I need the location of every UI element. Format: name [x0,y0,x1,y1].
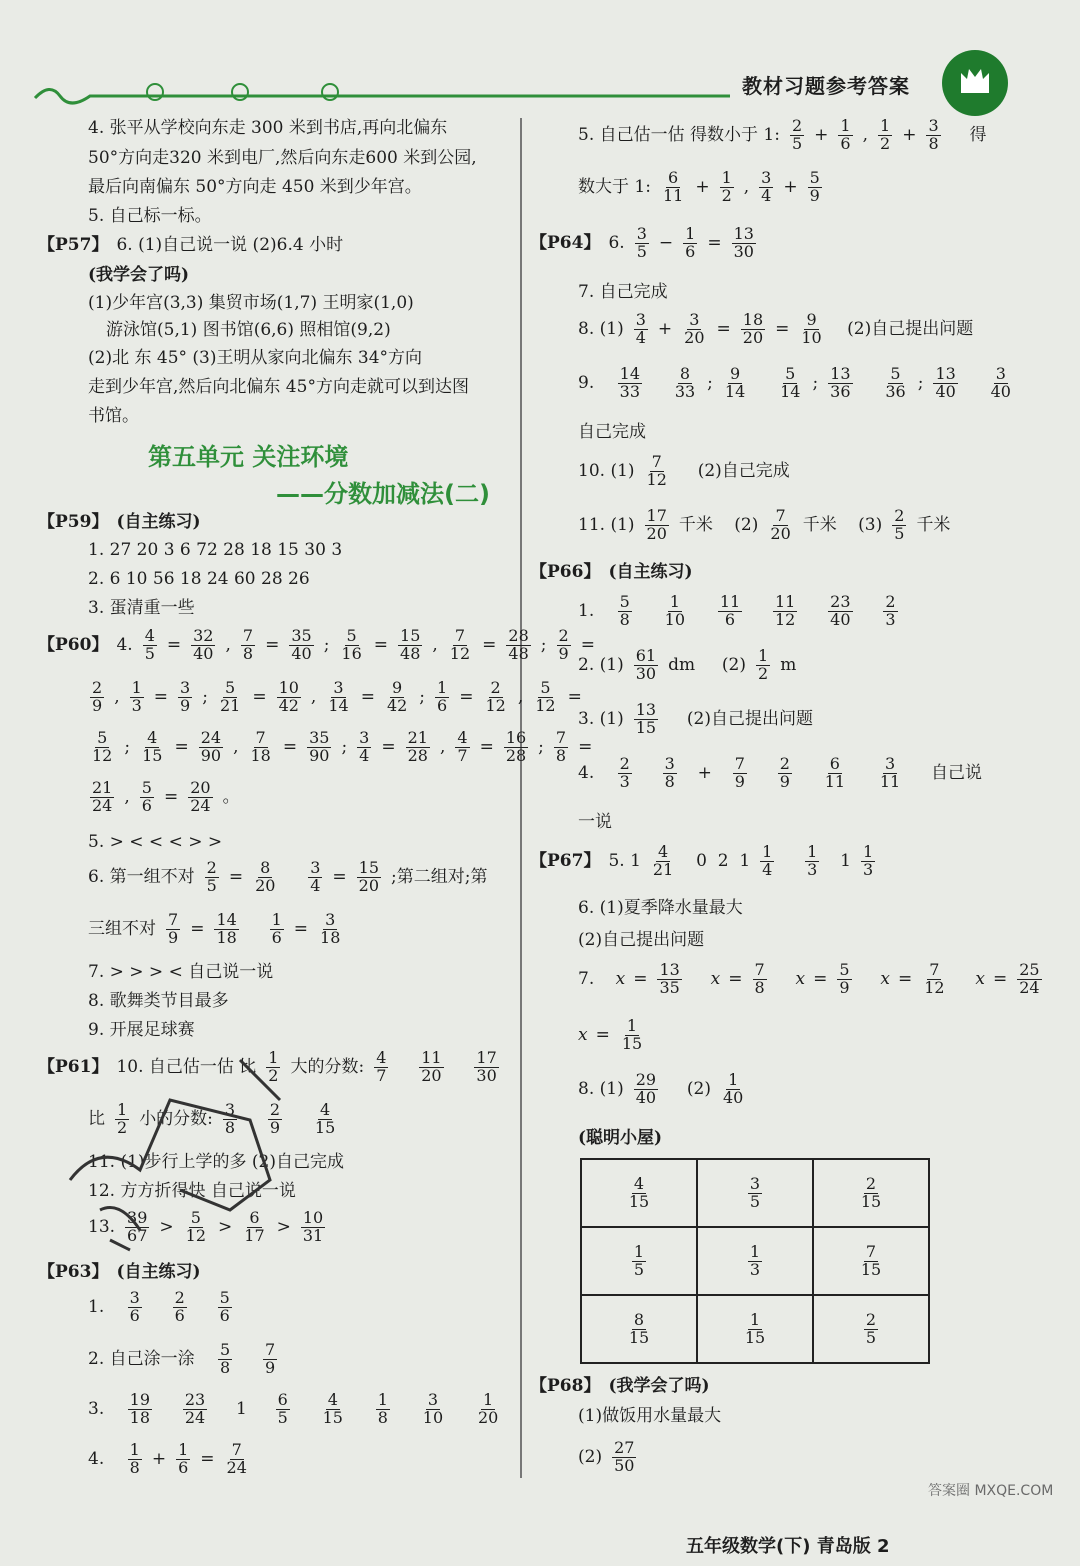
unit-label: 千米 [916,515,951,536]
answer-line: 最后向南偏东 50°方向走 450 米到少年宫。 [88,177,422,197]
answer-line: 自己说 [931,763,983,784]
unit-subtitle: ——分数加减法(二) [276,480,490,508]
answer-value: 1 [235,1399,247,1420]
answer-line: (1)少年宫(3,3) 集贸市场(1,7) 王明家(1,0) [88,293,414,313]
page-tag: 【P66】 [530,562,601,582]
answer-line: 大的分数: [290,1057,365,1078]
pencil-scribble [40,1040,300,1270]
answer-line: 7. 自己完成 [578,282,668,302]
grid-cell: $\frac{1}{15}$ [697,1295,813,1363]
answer-line: 4. 张平从学校向东走 300 米到书店,再向北偏东 [88,118,448,138]
page-tag: 【P60】 [38,635,109,656]
answer-line: 6. (1)自己说一说 (2)6.4 小时 [116,235,344,255]
answer-line: 得 [969,125,987,146]
answer-line: (2)北 东 45° (3)王明从家向北偏东 34°方向 [88,348,423,368]
answer-line: 12. 方方折得快 自己说一说 [88,1181,296,1201]
unit-label: 千米 [678,515,713,536]
smart-house-grid [580,1158,930,1364]
answer-line: (2)自己完成 [697,461,790,482]
answer-line: 6. 第一组不对 [88,867,195,888]
answer-line: (2)自己提出问题 [847,319,974,340]
grid-cell: $\frac{2}{15}$ [813,1159,929,1227]
grid-cell: $\frac{1}{5}$ [581,1227,697,1295]
page-tag: 【P63】 [38,1262,109,1282]
answer-line: 5. 自己估一估 得数小于 1: [578,125,780,146]
answer-line: (1)做饭用水量最大 [578,1406,722,1426]
page-tag: 【P59】 [38,512,109,532]
answer-line: 5. 自己标一标。 [88,206,212,226]
answer-line: 11. (1)步行上学的多 (2)自己完成 [88,1152,345,1172]
section-label: (自主练习) [116,1262,201,1282]
unit-label: 千米 [802,515,837,536]
header-title: 教材习题参考答案 [742,74,910,98]
answer-line: 1. 27 20 3 6 72 28 18 15 30 3 [88,540,343,560]
answer-line: ;第二组对;第 [391,867,488,888]
section-label: (自主练习) [608,562,693,582]
answer-line: 50°方向走320 米到电厂,然后向东走600 米到公园, [88,148,477,168]
answer-line: 6. (1)夏季降水量最大 [578,898,743,918]
section-label: (自主练习) [116,512,201,532]
watermark: 答案圈 MXQE.COM [928,1483,1054,1499]
page-tag: 【P57】 [38,235,109,255]
column-divider [520,118,522,1478]
unit-title: 第五单元 关注环境 [148,443,349,471]
page-tag: 【P67】 [530,851,601,872]
grid-cell: $\frac{2}{5}$ [813,1295,929,1363]
answer-line: 三组不对 [88,919,156,940]
answer-line: 一说 [578,812,612,832]
answer-line: 13. [88,1217,116,1238]
answer-line: (2)自己提出问题 [686,709,813,730]
section-label: (我学会了吗) [88,265,190,285]
answer-line: 游泳馆(5,1) 图书馆(6,6) 照相馆(9,2) [106,320,391,340]
answer-line: 自己完成 [578,422,646,442]
page-tag: 【P61】 [38,1057,109,1078]
section-label: (我学会了吗) [608,1376,710,1396]
answer-line: 10. 自己估一估 比 [116,1057,257,1078]
answer-line: 数大于 1: [578,177,651,198]
grid-cell: $\frac{7}{15}$ [813,1227,929,1295]
answer-line: 2. 自己涂一涂 [88,1349,195,1370]
answer-line: 3. 蛋清重一些 [88,598,195,618]
unit-label: dm [668,655,696,676]
grid-cell: $\frac{8}{15}$ [581,1295,697,1363]
answer-line: (2)自己提出问题 [578,930,705,950]
answer-line: 8. 歌舞类节目最多 [88,991,229,1011]
answer-line: 走到少年宫,然后向北偏东 45°方向走就可以到达图 [88,377,469,397]
page-tag: 【P68】 [530,1376,601,1396]
footer-text: 五年级数学(下) 青岛版 2 [686,1536,890,1557]
answer-line: 书馆。 [88,406,139,426]
grid-cell: $\frac{4}{15}$ [581,1159,697,1227]
answer-line: 7. > > > < 自己说一说 [88,962,274,982]
grid-cell: $\frac{3}{5}$ [697,1159,813,1227]
section-label: (聪明小屋) [578,1128,663,1148]
answer-line: 5. > < < < > > [88,832,223,852]
page-tag: 【P64】 [530,233,601,254]
answer-line: 比 [88,1109,105,1130]
answer-line: 9. 开展足球赛 [88,1020,195,1040]
answer-line: 2. 6 10 56 18 24 60 28 26 [88,569,310,589]
unit-label: m [780,655,797,676]
answer-line: 小的分数: [139,1109,213,1130]
decorative-swirl-line [30,80,730,110]
book-logo-icon [942,50,1008,116]
grid-cell: $\frac{1}{3}$ [697,1227,813,1295]
